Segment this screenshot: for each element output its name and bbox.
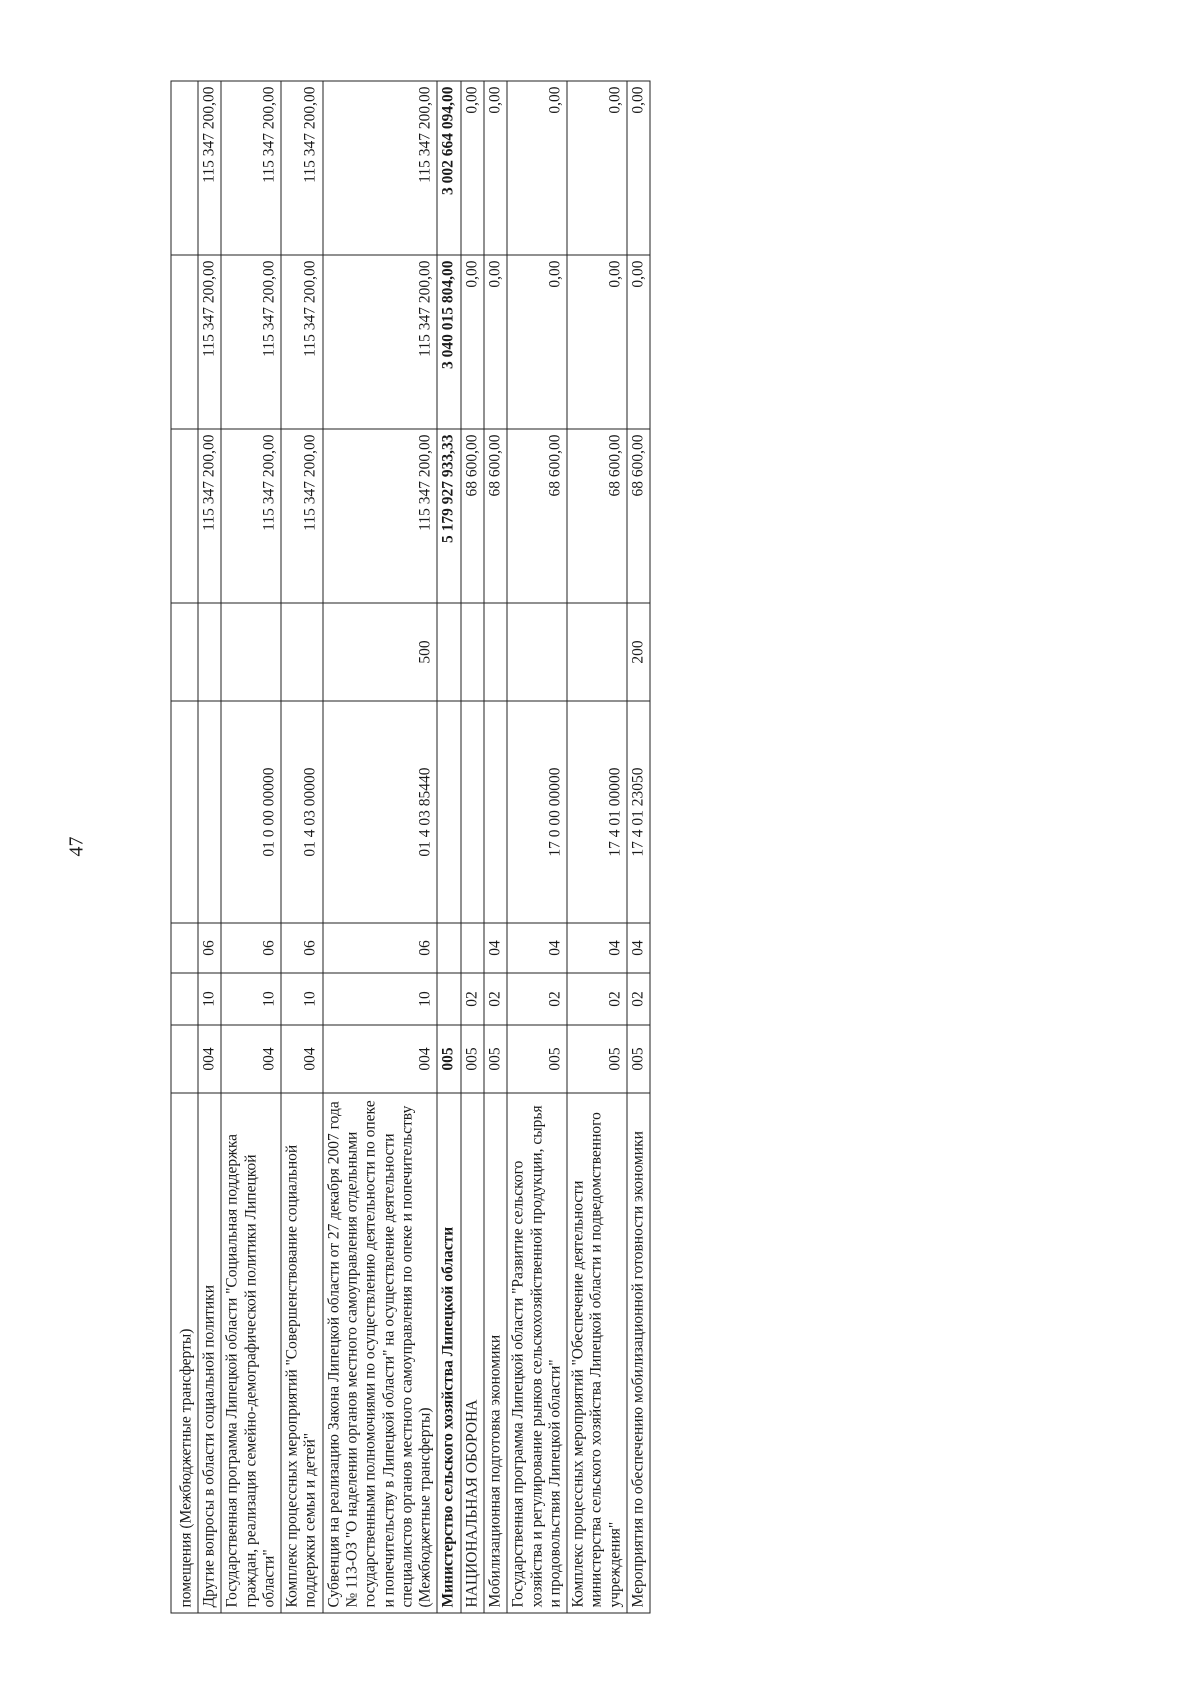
row-name-cell: помещения (Межбюджетные трансферты) bbox=[171, 1093, 198, 1613]
ministry-code-cell bbox=[171, 1025, 198, 1093]
amount-cell-1: 68 600,00 bbox=[507, 429, 567, 603]
row-name-cell: Министерство сельского хозяйства Липецкой области bbox=[437, 1093, 460, 1613]
amount-cell-2: 0,00 bbox=[627, 255, 650, 429]
amount-cell-2: 3 040 015 804,00 bbox=[437, 255, 460, 429]
ministry-code-cell: 005 bbox=[461, 1025, 484, 1093]
subsection-cell: 04 bbox=[627, 923, 650, 973]
amount-cell-2 bbox=[171, 255, 198, 429]
section-cell bbox=[171, 973, 198, 1025]
table-row bbox=[461, 81, 484, 1613]
subsection-cell bbox=[437, 923, 460, 973]
target-article-cell: 01 4 03 00000 bbox=[281, 701, 323, 923]
expense-type-cell bbox=[437, 603, 460, 701]
target-article-cell: 17 4 01 00000 bbox=[567, 701, 627, 923]
subsection-cell: 04 bbox=[567, 923, 627, 973]
subsection-cell: 06 bbox=[323, 923, 438, 973]
amount-cell-3: 115 347 200,00 bbox=[198, 81, 221, 255]
rotated-table-container bbox=[171, 83, 1126, 1613]
expense-type-cell bbox=[461, 603, 484, 701]
section-cell: 02 bbox=[627, 973, 650, 1025]
amount-cell-2: 115 347 200,00 bbox=[323, 255, 438, 429]
amount-cell-3: 115 347 200,00 bbox=[323, 81, 438, 255]
ministry-code-cell: 005 bbox=[437, 1025, 460, 1093]
ministry-code-cell: 004 bbox=[198, 1025, 221, 1093]
expense-type-cell: 200 bbox=[627, 603, 650, 701]
subsection-cell: 06 bbox=[198, 923, 221, 973]
ministry-code-cell: 005 bbox=[484, 1025, 507, 1093]
section-cell: 02 bbox=[567, 973, 627, 1025]
amount-cell-3: 0,00 bbox=[484, 81, 507, 255]
amount-cell-3: 0,00 bbox=[507, 81, 567, 255]
amount-cell-1: 68 600,00 bbox=[627, 429, 650, 603]
ministry-code-cell: 004 bbox=[323, 1025, 438, 1093]
target-article-cell: 17 4 01 23050 bbox=[627, 701, 650, 923]
row-name-cell: Государственная программа Липецкой области "Социальная поддержка граждан, реализация семейно-демографической политики Липецкой области" bbox=[221, 1093, 281, 1613]
target-article-cell: 01 0 00 00000 bbox=[221, 701, 281, 923]
row-name-cell: Комплекс процессных мероприятий "Обеспечение деятельности министерства сельского хозяйства Липецкой области и подведомственного учреждения" bbox=[567, 1093, 627, 1613]
row-name-cell: Государственная программа Липецкой области "Развитие сельского хозяйства и регулирование рынков сельскохозяйственной продукции, сырья и продовольствия Липецкой области" bbox=[507, 1093, 567, 1613]
section-cell: 02 bbox=[461, 973, 484, 1025]
subsection-cell bbox=[171, 923, 198, 973]
amount-cell-2: 115 347 200,00 bbox=[198, 255, 221, 429]
row-name-cell: Субвенция на реализацию Закона Липецкой области от 27 декабря 2007 года № 113-ОЗ "О наделении органов местного самоуправления отдельными государственными полномочиями по осуществлению деятельности по опеке и попечительству в Липецкой области" на осуществление деятельности специалистов органов местного самоуправления по опеке и попечительству (Межбюджетные трансферты) bbox=[323, 1093, 438, 1613]
table-row bbox=[507, 81, 567, 1613]
expense-type-cell bbox=[484, 603, 507, 701]
row-name-cell: Другие вопросы в области социальной политики bbox=[198, 1093, 221, 1613]
subsection-cell bbox=[461, 923, 484, 973]
expense-type-cell bbox=[198, 603, 221, 701]
table-row bbox=[437, 81, 460, 1613]
ministry-code-cell: 004 bbox=[221, 1025, 281, 1093]
budget-table bbox=[171, 80, 651, 1613]
amount-cell-1: 115 347 200,00 bbox=[221, 429, 281, 603]
section-cell: 10 bbox=[281, 973, 323, 1025]
table-row bbox=[171, 81, 198, 1613]
ministry-code-cell: 005 bbox=[627, 1025, 650, 1093]
target-article-cell bbox=[437, 701, 460, 923]
amount-cell-1: 115 347 200,00 bbox=[198, 429, 221, 603]
amount-cell-3: 0,00 bbox=[461, 81, 484, 255]
amount-cell-2: 115 347 200,00 bbox=[221, 255, 281, 429]
expense-type-cell bbox=[171, 603, 198, 701]
amount-cell-1: 115 347 200,00 bbox=[323, 429, 438, 603]
table-row bbox=[198, 81, 221, 1613]
subsection-cell: 04 bbox=[484, 923, 507, 973]
amount-cell-1 bbox=[171, 429, 198, 603]
amount-cell-1: 115 347 200,00 bbox=[281, 429, 323, 603]
amount-cell-2: 115 347 200,00 bbox=[281, 255, 323, 429]
table-row bbox=[567, 81, 627, 1613]
expense-type-cell bbox=[507, 603, 567, 701]
amount-cell-2: 0,00 bbox=[567, 255, 627, 429]
table-row bbox=[323, 81, 438, 1613]
expense-type-cell bbox=[281, 603, 323, 701]
table-row bbox=[627, 81, 650, 1613]
amount-cell-3: 0,00 bbox=[567, 81, 627, 255]
target-article-cell bbox=[198, 701, 221, 923]
amount-cell-1: 68 600,00 bbox=[484, 429, 507, 603]
amount-cell-3 bbox=[171, 81, 198, 255]
amount-cell-2: 0,00 bbox=[461, 255, 484, 429]
ministry-code-cell: 005 bbox=[507, 1025, 567, 1093]
target-article-cell: 01 4 03 85440 bbox=[323, 701, 438, 923]
section-cell: 10 bbox=[323, 973, 438, 1025]
page-number: 47 bbox=[65, 836, 88, 857]
subsection-cell: 06 bbox=[221, 923, 281, 973]
budget-table-body bbox=[171, 81, 650, 1613]
amount-cell-3: 3 002 664 094,00 bbox=[437, 81, 460, 255]
table-row bbox=[484, 81, 507, 1613]
subsection-cell: 04 bbox=[507, 923, 567, 973]
row-name-cell: Мобилизационная подготовка экономики bbox=[484, 1093, 507, 1613]
amount-cell-2: 0,00 bbox=[507, 255, 567, 429]
target-article-cell: 17 0 00 00000 bbox=[507, 701, 567, 923]
amount-cell-3: 115 347 200,00 bbox=[221, 81, 281, 255]
target-article-cell bbox=[484, 701, 507, 923]
subsection-cell: 06 bbox=[281, 923, 323, 973]
amount-cell-2: 0,00 bbox=[484, 255, 507, 429]
row-name-cell: Мероприятия по обеспечению мобилизационной готовности экономики bbox=[627, 1093, 650, 1613]
section-cell: 10 bbox=[221, 973, 281, 1025]
amount-cell-3: 0,00 bbox=[627, 81, 650, 255]
amount-cell-3: 115 347 200,00 bbox=[281, 81, 323, 255]
section-cell: 10 bbox=[198, 973, 221, 1025]
table-row bbox=[281, 81, 323, 1613]
section-cell: 02 bbox=[507, 973, 567, 1025]
row-name-cell: НАЦИОНАЛЬНАЯ ОБОРОНА bbox=[461, 1093, 484, 1613]
amount-cell-1: 68 600,00 bbox=[567, 429, 627, 603]
expense-type-cell bbox=[221, 603, 281, 701]
amount-cell-1: 68 600,00 bbox=[461, 429, 484, 603]
ministry-code-cell: 005 bbox=[567, 1025, 627, 1093]
amount-cell-1: 5 179 927 933,33 bbox=[437, 429, 460, 603]
section-cell bbox=[437, 973, 460, 1025]
expense-type-cell bbox=[567, 603, 627, 701]
table-row bbox=[221, 81, 281, 1613]
target-article-cell bbox=[461, 701, 484, 923]
row-name-cell: Комплекс процессных мероприятий "Совершенствование социальной поддержки семьи и детей" bbox=[281, 1093, 323, 1613]
ministry-code-cell: 004 bbox=[281, 1025, 323, 1093]
target-article-cell bbox=[171, 701, 198, 923]
expense-type-cell: 500 bbox=[323, 603, 438, 701]
section-cell: 02 bbox=[484, 973, 507, 1025]
